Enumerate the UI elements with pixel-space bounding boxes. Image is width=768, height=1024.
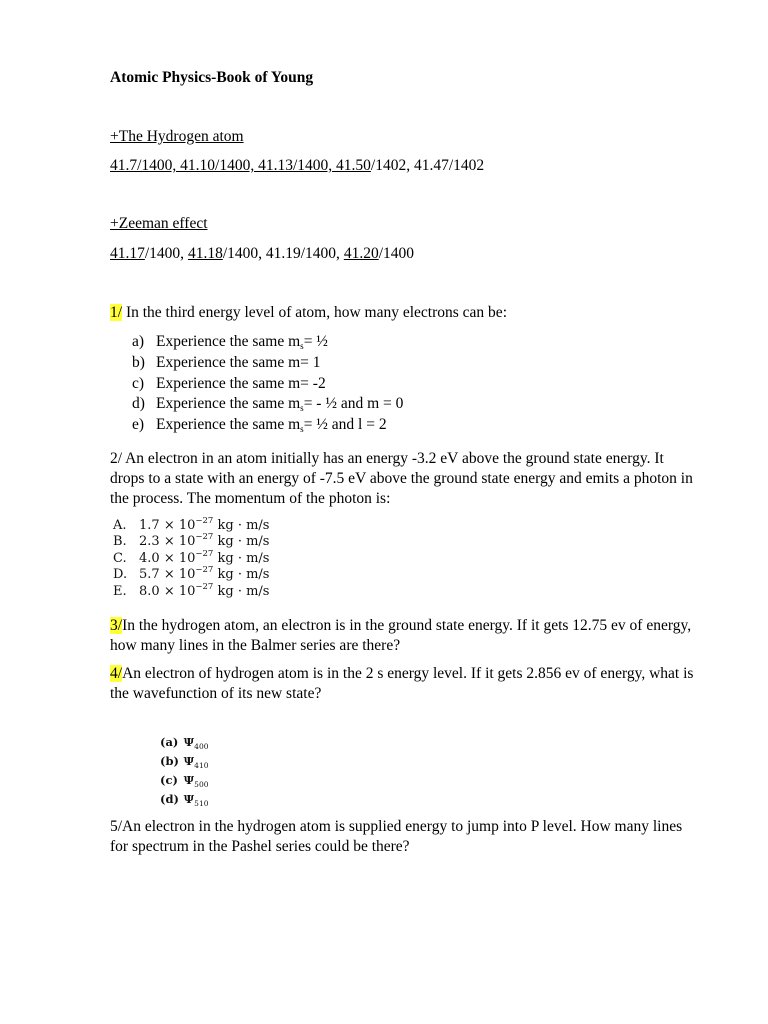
zeeman-heading-text: +Zeeman effect	[110, 215, 208, 232]
question-5: 5/An electron in the hydrogen atom is supplied energy to jump into P level. How many lines for spectrum in the Pashel series could be there?	[110, 818, 683, 855]
option-times: × 10	[163, 583, 196, 599]
zeeman-ref-2-rest: /1400, 41.19/1400,	[222, 245, 344, 262]
hydrogen-heading-text: +The Hydrogen atom	[110, 128, 244, 145]
option-text-post: = - ½ and m = 0	[303, 395, 404, 413]
option-times: × 10	[163, 518, 196, 533]
option-times: × 10	[163, 567, 196, 583]
option-unit: kg · m/s	[217, 518, 270, 533]
option-letter: (d)	[160, 792, 179, 806]
option-text: Experience the same m= 1	[156, 353, 321, 371]
question-4-options	[160, 733, 209, 809]
option-coefficient: 4.0	[139, 550, 160, 566]
zeeman-ref-3: 41.20	[343, 245, 379, 262]
question-4-number: 4/	[110, 665, 123, 682]
option-letter: b)	[132, 353, 145, 371]
psi-symbol: Ψ	[183, 735, 195, 749]
option-subscript: s	[300, 403, 304, 414]
psi-subscript: 400	[194, 742, 209, 751]
option-letter: A.	[113, 518, 127, 533]
question-3-text: In the hydrogen atom, an electron is in the ground state energy. If it gets 12.75 ev of energy, how many lines in the Balmer series are there?	[110, 617, 692, 654]
psi-symbol: Ψ	[183, 773, 195, 787]
zeeman-ref-1-rest: /1400,	[144, 245, 188, 262]
question-2-option-c	[113, 548, 270, 567]
option-coefficient: 5.7	[139, 567, 160, 583]
question-1-option-d	[132, 394, 403, 415]
hydrogen-references	[110, 156, 710, 176]
zeeman-references	[110, 244, 710, 264]
question-4-text: An electron of hydrogen atom is in the 2 s energy level. If it gets 2.856 ev of energy, what is the wavefunction of its new state?	[110, 665, 694, 702]
question-2-options	[113, 518, 269, 600]
option-subscript: s	[300, 424, 304, 435]
hydrogen-heading	[110, 127, 710, 147]
option-unit: kg · m/s	[217, 567, 270, 583]
question-2-option-a	[113, 518, 269, 534]
question-4-option-d	[160, 790, 209, 809]
option-unit: kg · m/s	[217, 583, 270, 599]
question-1-option-e	[132, 415, 403, 436]
option-coefficient: 1.7	[139, 518, 160, 533]
question-1	[110, 303, 710, 323]
option-times: × 10	[163, 534, 196, 550]
option-subscript: s	[300, 341, 304, 351]
option-exponent: −27	[195, 532, 214, 543]
option-exponent: −27	[195, 516, 214, 526]
option-letter: (a)	[160, 735, 179, 749]
option-exponent: −27	[195, 565, 214, 576]
question-1-text: In the third energy level of atom, how many electrons can be:	[122, 304, 507, 321]
option-letter: E.	[113, 583, 127, 599]
psi-subscript: 410	[194, 761, 209, 770]
option-text: Experience the same m	[156, 416, 301, 434]
option-exponent: −27	[195, 548, 214, 559]
psi-symbol: Ψ	[183, 792, 195, 806]
option-letter: (b)	[160, 754, 179, 768]
option-text-post: = ½ and l = 2	[303, 416, 387, 434]
question-4-option-c	[160, 771, 209, 790]
option-letter: (c)	[160, 773, 178, 787]
page-title: Atomic Physics-Book of Young	[110, 69, 314, 86]
option-unit: kg · m/s	[217, 550, 270, 566]
option-exponent: −27	[195, 581, 214, 592]
question-1-option-c	[132, 374, 403, 395]
option-letter: d)	[132, 395, 145, 413]
option-letter: C.	[113, 550, 127, 566]
question-2-option-d	[113, 567, 269, 583]
psi-symbol: Ψ	[183, 754, 195, 768]
question-4	[110, 664, 700, 704]
option-letter: B.	[113, 534, 127, 550]
question-3-number: 3/	[110, 617, 123, 634]
question-1-option-a	[132, 332, 403, 353]
question-4-option-a	[160, 733, 209, 752]
question-4-option-b	[160, 752, 209, 771]
question-1-options	[132, 332, 403, 436]
question-2: 2/ An electron in an atom initially has an energy -3.2 eV above the ground state energy. It drops to a state with an energy of -7.5 eV above the ground state energy and emits a photon in the process. The momentum of the photon is:	[110, 450, 693, 507]
psi-subscript: 500	[194, 780, 209, 789]
hydrogen-refs-rest: /1402, 41.47/1402	[370, 157, 485, 174]
option-letter: e)	[132, 416, 145, 434]
option-coefficient: 2.3	[139, 534, 160, 550]
option-unit: kg · m/s	[217, 534, 270, 550]
option-letter: c)	[132, 374, 145, 392]
option-text: Experience the same m	[156, 395, 301, 413]
zeeman-ref-1: 41.17	[110, 245, 145, 262]
option-text: Experience the same m	[156, 333, 301, 350]
zeeman-ref-2: 41.18	[187, 245, 223, 262]
option-coefficient: 8.0	[139, 583, 160, 599]
option-times: × 10	[163, 550, 196, 566]
zeeman-heading	[110, 214, 710, 234]
psi-subscript: 510	[194, 799, 209, 808]
question-2-option-b	[113, 534, 269, 550]
option-text-post: = ½	[303, 333, 328, 350]
hydrogen-refs-underlined: 41.7/1400, 41.10/1400, 41.13/1400, 41.50	[110, 157, 371, 174]
option-letter: a)	[132, 333, 145, 350]
option-letter: D.	[113, 567, 128, 583]
option-text: Experience the same m= -2	[156, 374, 326, 392]
question-3	[110, 616, 700, 656]
question-2-option-e	[113, 581, 270, 600]
question-1-option-b	[132, 353, 403, 374]
question-1-number: 1/	[110, 304, 123, 321]
zeeman-ref-3-rest: /1400	[378, 245, 414, 262]
